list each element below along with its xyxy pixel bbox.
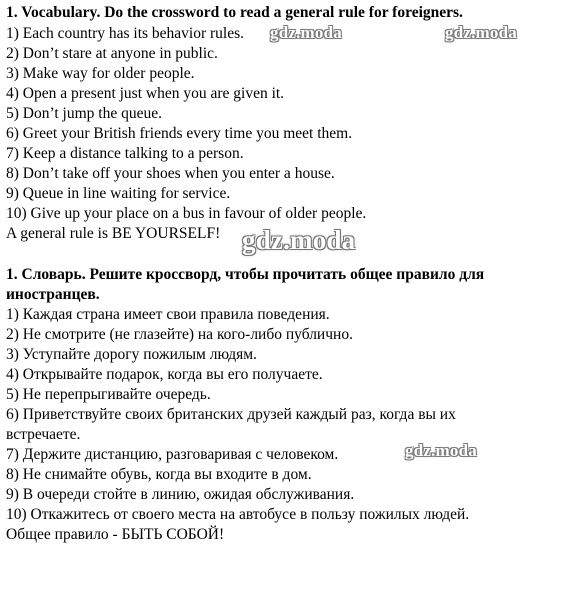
russian-heading-line-2: иностранцев. xyxy=(6,286,100,303)
english-heading: 1. Vocabulary. Do the crossword to read a general rule for foreigners. xyxy=(6,4,463,21)
russian-heading-line-1: 1. Словарь. Решите кроссворд, чтобы прочитать общее правило для xyxy=(6,266,485,283)
watermark-2: gdz.moda xyxy=(445,23,517,42)
russian-item-10: 10) Откажитесь от своего места на автобусе в пользу пожилых людей. xyxy=(6,506,470,523)
russian-item-6-continuation: встречаете. xyxy=(6,426,81,443)
english-item-6: 6) Greet your British friends every time you meet them. xyxy=(6,125,353,142)
english-item-10: 10) Give up your place on a bus in favour of older people. xyxy=(6,205,367,222)
watermark-3: gdz.moda xyxy=(242,225,356,255)
russian-item-6: 6) Приветствуйте своих британских друзей каждый раз, когда вы их xyxy=(6,406,456,423)
english-item-8: 8) Don’t take off your shoes when you enter a house. xyxy=(6,165,335,182)
english-rule: A general rule is BE YOURSELF! xyxy=(6,225,221,242)
russian-item-7: 7) Держите дистанцию, разговаривая с человеком. xyxy=(6,446,339,463)
english-item-2: 2) Don’t stare at anyone in public. xyxy=(6,45,218,62)
watermark-4: gdz.moda xyxy=(405,441,477,460)
russian-rule: Общее правило - БЫТЬ СОБОЙ! xyxy=(6,526,225,543)
english-item-7: 7) Keep a distance talking to a person. xyxy=(6,145,244,162)
russian-item-1: 1) Каждая страна имеет свои правила поведения. xyxy=(6,306,330,323)
russian-item-4: 4) Открывайте подарок, когда вы его получаете. xyxy=(6,366,323,383)
english-item-3: 3) Make way for older people. xyxy=(6,65,195,82)
english-item-1: 1) Each country has its behavior rules. xyxy=(6,25,245,42)
watermark-1: gdz.moda xyxy=(270,23,342,42)
russian-item-9: 9) В очереди стойте в линию, ожидая обслуживания. xyxy=(6,486,355,503)
english-item-4: 4) Open a present just when you are given it. xyxy=(6,85,285,102)
english-item-9: 9) Queue in line waiting for service. xyxy=(6,185,231,202)
russian-item-3: 3) Уступайте дорогу пожилым людям. xyxy=(6,346,257,363)
russian-item-5: 5) Не перепрыгивайте очередь. xyxy=(6,386,211,403)
russian-item-8: 8) Не снимайте обувь, когда вы входите в дом. xyxy=(6,466,312,483)
russian-item-2: 2) Не смотрите (не глазейте) на кого-либо публично. xyxy=(6,326,353,343)
english-item-5: 5) Don’t jump the queue. xyxy=(6,105,162,122)
